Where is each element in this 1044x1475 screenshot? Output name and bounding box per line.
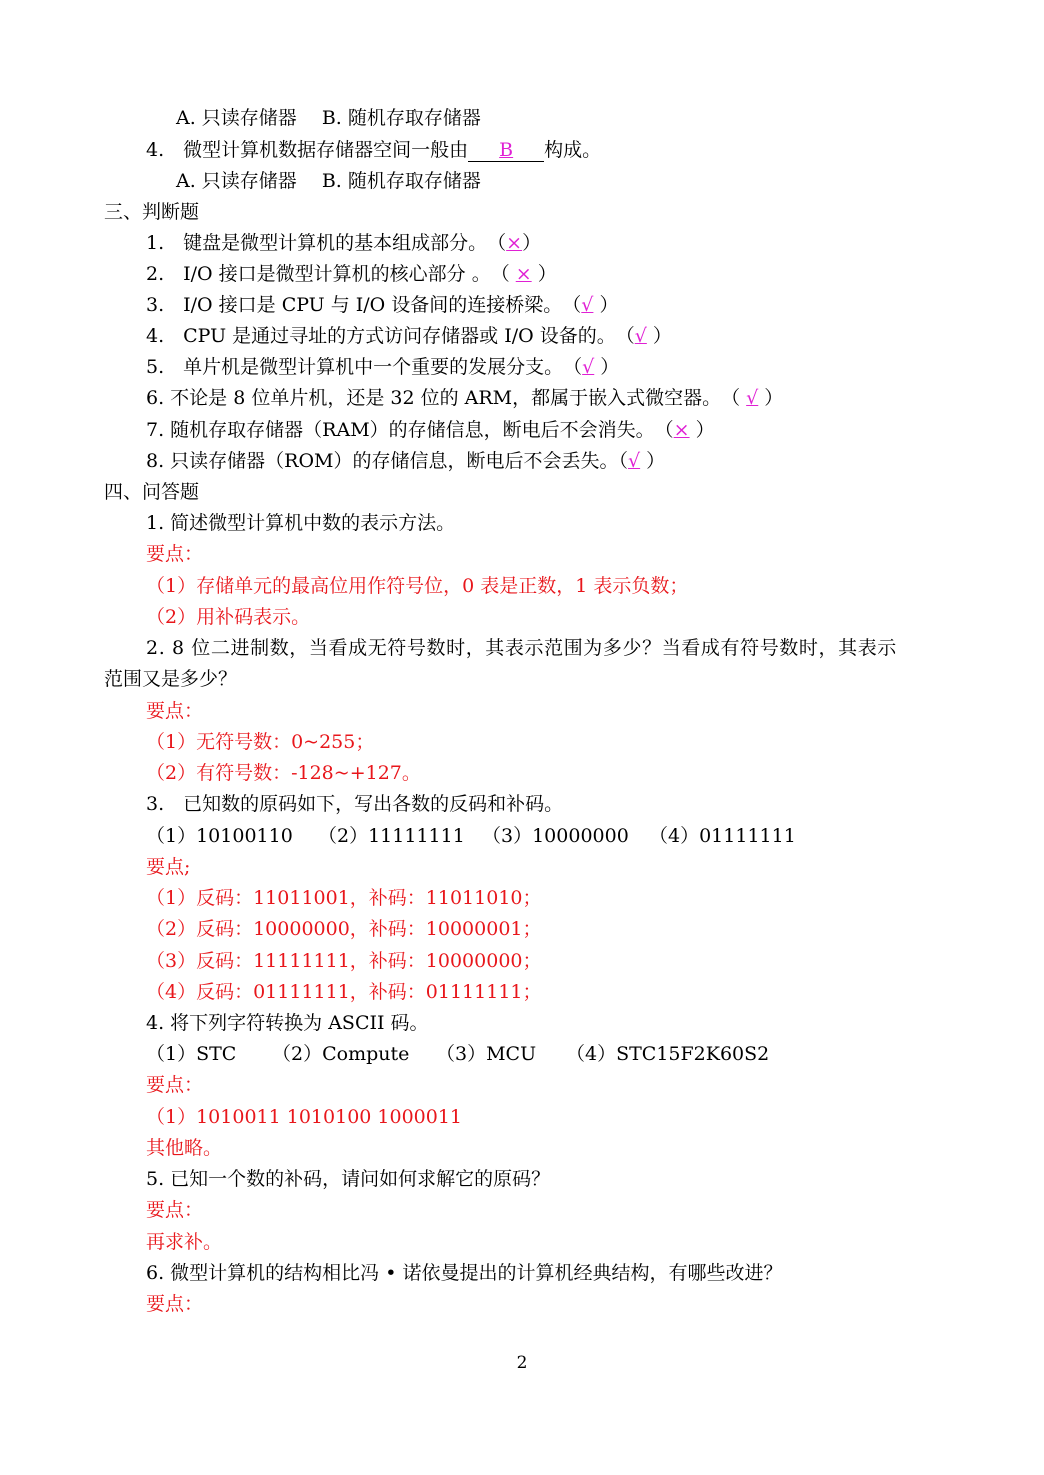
tf-answer-4: √ <box>634 325 647 347</box>
q5-answer-1: 再求补。 <box>146 1231 223 1253</box>
tf-answer-6: √ <box>746 387 759 409</box>
section3-heading: 三、判断题 <box>104 201 200 223</box>
tf-answer-8: √ <box>628 450 641 472</box>
q6-key-label: 要点： <box>146 1293 204 1315</box>
tf-item-5: 5. 单片机是微型计算机中一个重要的发展分支。 （√ ） <box>146 356 620 378</box>
q3-answer-2: （2）反码：10000000，补码：10000001； <box>146 918 542 940</box>
tf-item-4: 4. CPU 是通过寻址的方式访问存储器或 I/O 设备的。 （√ ） <box>146 325 672 347</box>
q4-option-4: （4）STC15F2K60S2 <box>566 1043 770 1065</box>
tf-answer-2: × <box>515 263 532 285</box>
mc-q4-blank <box>468 139 544 162</box>
q3-option-2: （2）11111111 <box>318 825 465 847</box>
q1-answer-1: （1）存储单元的最高位用作符号位，0 表是正数，1 表示负数； <box>146 575 689 597</box>
q3-option-1: （1）10100110 <box>146 825 293 847</box>
q4-answer-1: （1）1010011 1010100 1000011 <box>146 1106 463 1128</box>
mc-q4-suffix: 构成。 <box>544 139 602 161</box>
q4-option-1: （1）STC <box>146 1043 237 1065</box>
tf-answer-1: × <box>506 232 523 254</box>
q4-answer-2: 其他略。 <box>146 1137 223 1159</box>
q5-key-label: 要点： <box>146 1199 204 1221</box>
q4-key-label: 要点： <box>146 1074 204 1096</box>
q3-answer-3: （3）反码：11111111，补码：10000000； <box>146 950 542 972</box>
tf-item-8: 8. 只读存储器（ROM）的存储信息，断电后不会丢失。（√ ） <box>146 450 666 472</box>
q2-question-line2: 范围又是多少？ <box>104 668 238 690</box>
q3-answer-4: （4）反码：01111111，补码：01111111； <box>146 981 542 1003</box>
tf-answer-3: √ <box>581 294 594 316</box>
q4-option-2: （2）Compute <box>272 1043 410 1065</box>
q1-question: 1. 简述微型计算机中数的表示方法。 <box>146 512 456 534</box>
tf-item-7: 7. 随机存取存储器（RAM）的存储信息，断电后不会消失。 （× ） <box>146 419 715 441</box>
tf-item-1: 1. 键盘是微型计算机的基本组成部分。 （×） <box>146 232 542 254</box>
q4-option-3: （3）MCU <box>436 1043 537 1065</box>
mc-q4-options: A. 只读存储器 B. 随机存取存储器 <box>176 170 481 192</box>
q4-question: 4. 将下列字符转换为 ASCII 码。 <box>146 1012 429 1034</box>
section4-heading: 四、问答题 <box>104 481 200 503</box>
tf-answer-5: √ <box>582 356 595 378</box>
mc-q4-answer: B <box>499 139 514 161</box>
page-number: 2 <box>516 1353 528 1373</box>
q3-answer-1: （1）反码：11011001，补码：11011010； <box>146 887 542 909</box>
mc-q4 <box>146 138 601 162</box>
tf-item-6: 6. 不论是 8 位单片机，还是 32 位的 ARM，都属于嵌入式微空器。 （ √ ） <box>146 387 784 409</box>
q2-answer-2: （2）有符号数：-128~+127。 <box>146 762 421 784</box>
q5-question: 5. 已知一个数的补码，请问如何求解它的原码？ <box>146 1168 551 1190</box>
tf-answer-7: × <box>673 419 690 441</box>
q6-question: 6. 微型计算机的结构相比冯 • 诺依曼提出的计算机经典结构，有哪些改进？ <box>146 1262 783 1284</box>
mc-q3-options: A. 只读存储器 B. 随机存取存储器 <box>176 107 481 129</box>
q2-answer-1: （1）无符号数：0~255； <box>146 731 375 753</box>
tf-item-2: 2. I/O 接口是微型计算机的核心部分 。 （ × ） <box>146 263 557 285</box>
q1-answer-2: （2）用补码表示。 <box>146 606 311 628</box>
q1-key-label: 要点： <box>146 543 204 565</box>
q2-question-line1: 2. 8 位二进制数，当看成无符号数时，其表示范围为多少？当看成有符号数时，其表示 <box>146 637 897 659</box>
q3-question: 3. 已知数的原码如下，写出各数的反码和补码。 <box>146 793 564 815</box>
q3-key-label: 要点; <box>146 856 191 878</box>
q3-option-4: （4）01111111 <box>649 825 796 847</box>
q2-key-label: 要点： <box>146 700 204 722</box>
q3-option-3: （3）10000000 <box>482 825 629 847</box>
tf-item-3: 3. I/O 接口是 CPU 与 I/O 设备间的连接桥梁。 （√ ） <box>146 294 619 316</box>
mc-q4-prefix: 4. 微型计算机数据存储器空间一般由 <box>146 139 469 161</box>
